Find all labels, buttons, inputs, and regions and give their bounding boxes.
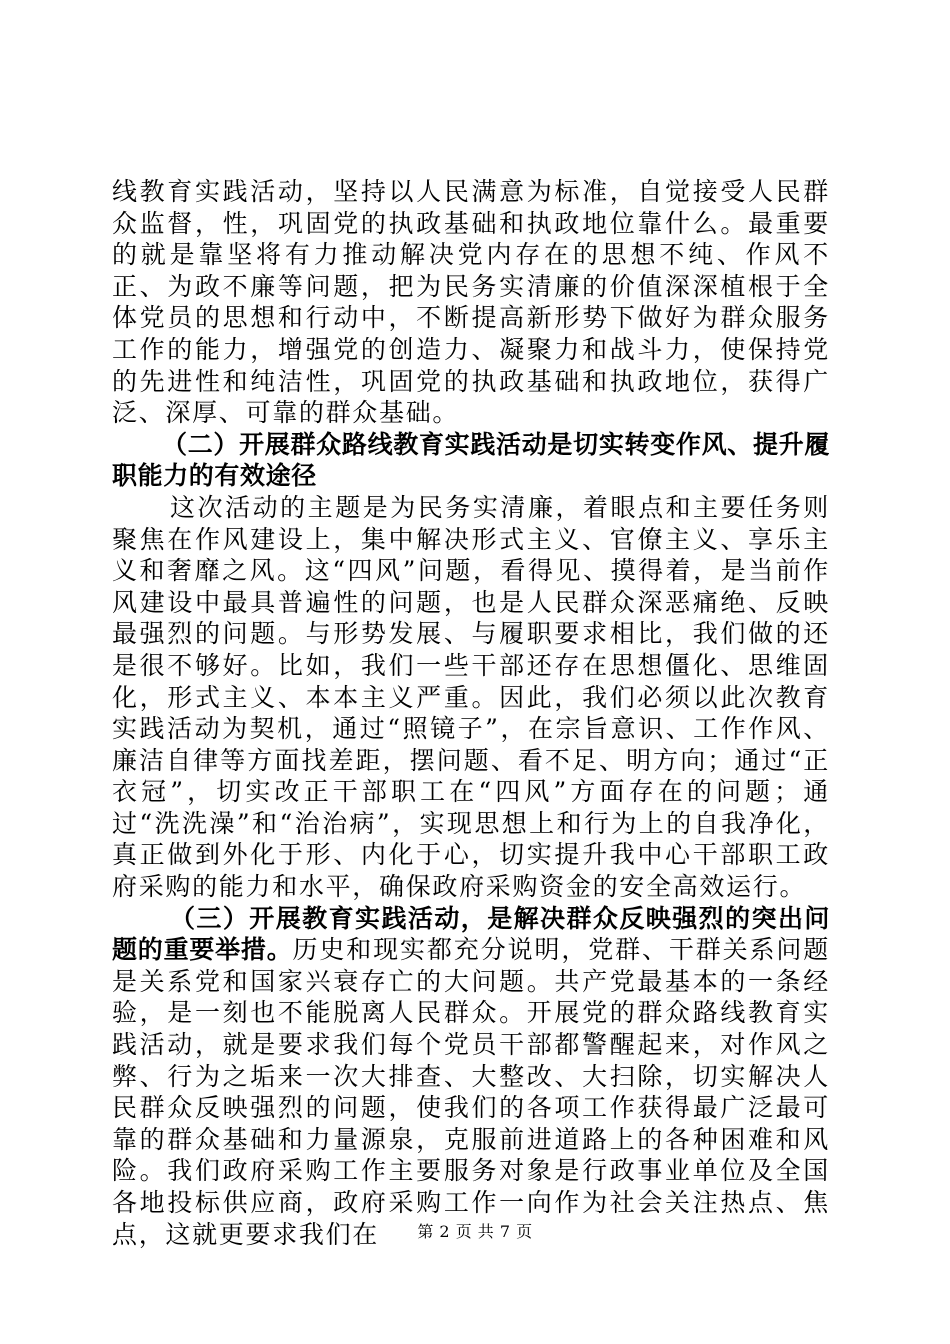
body-paragraph-2: 这次活动的主题是为民务实清廉，着眼点和主要任务则聚焦在作风建设上，集中解决形式主义、官僚主义、享乐主义和奢靡之风。这“四风”问题，看得见、摸得着，是当前作风建设中最具普遍性的问题，也是人民群众深恶痛绝、反映最强烈的问题。与形势发展、与履职要求相比，我们做的还是很不够好。比如，我们一些干部还存在思想僵化、思维固化，形式主义、本本主义严重。因此，我们必须以此次教育实践活动为契机，通过“照镜子”，在宗旨意识、工作作风、廉洁自律等方面找差距，摆问题、看不足、明方向；通过“正衣冠”，切实改正干部职工在“四风”方面存在的问题；通过“洗洗澡”和“治治病”，实现思想上和行为上的自我净化，真正做到外化于形、内化于心，切实提升我中心干部职工政府采购的能力和水平，确保政府采购资金的安全高效运行。: [112, 492, 830, 902]
body-paragraph-1: 线教育实践活动，坚持以人民满意为标准，自觉接受人民群众监督，性，巩固党的执政基础和执政地位靠什么。最重要的就是靠坚将有力推动解决党内存在的思想不纯、作风不正、为政不廉等问题，把为民务实清廉的价值深深植根于全体党员的思想和行动中，不断提高新形势下做好为群众服务工作的能力，增强党的创造力、凝聚力和战斗力，使保持党的先进性和纯洁性，巩固党的执政基础和执政地位，获得广泛、深厚、可靠的群众基础。: [112, 177, 830, 428]
section-heading-3: （三）开展教育实践活动，是解决群众反映强烈的突出问题的重要举措。: [112, 903, 830, 965]
body-paragraph-3-text: 历史和现实都充分说明，党群、干群关系问题是关系党和国家兴衰存亡的大问题。共产党最基本的一条经验，是一刻也不能脱离人民群众。开展党的群众路线教育实践活动，就是要求我们每个党员干部都警醒起来，对作风之弊、行为之垢来一次大排查、大整改、大扫除，切实解决人民群众反映强烈的问题，使我们的各项工作获得最广泛最可靠的群众基础和力量源泉，克服前进道路上的各种困难和风险。我们政府采购工作主要服务对象是行政事业单位及全国各地投标供应商，政府采购工作一向作为社会关注热点、焦点，这就更要求我们在: [112, 935, 830, 1249]
document-body: [112, 176, 830, 1250]
page-number-footer: 第 2 页 共 7 页: [417, 1222, 533, 1241]
section-heading-2: （二）开展群众路线教育实践活动是切实转变作风、提升履职能力的有效途径: [112, 429, 830, 491]
body-paragraph-3: [112, 903, 830, 1251]
